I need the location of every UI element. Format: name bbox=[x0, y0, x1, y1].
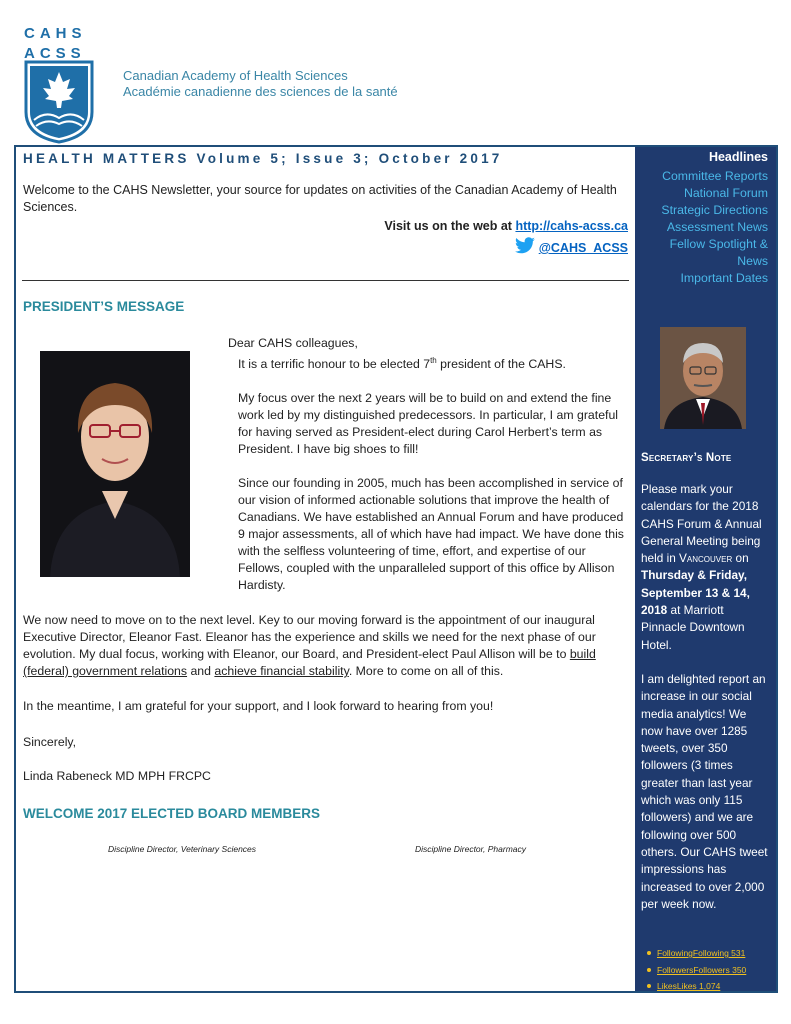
headline-link-news[interactable]: News bbox=[737, 254, 768, 268]
twitter-stat-followers-label: FollowersFollowers 350 bbox=[657, 964, 747, 975]
secretary-note-body bbox=[641, 481, 771, 930]
logo-letters-top: CAHS bbox=[24, 25, 87, 42]
secretary-photo bbox=[660, 327, 746, 429]
letter-paragraph-2: My focus over the next 2 years will be to build on and extend the fine work led by my distinguished predecessors. In particular, I am grateful for having served as President-elect during Carol Herbert’s term as President. I have big shoes to fill! bbox=[238, 391, 619, 457]
headline-link-committee-reports[interactable]: Committee Reports bbox=[662, 169, 768, 183]
para4-and: and bbox=[187, 664, 215, 678]
letter-line1-a: It is a terrific honour to be elected 7 bbox=[238, 357, 431, 372]
twitter-stat-following[interactable] bbox=[647, 945, 746, 962]
divider bbox=[22, 280, 629, 281]
secretary-note-paragraph-1 bbox=[641, 481, 771, 654]
twitter-stat-likes[interactable] bbox=[647, 978, 746, 995]
para4-text-a: We now need to move on to the next level. Key to our moving forward is the appointment of our inaugural Executive Director, Eleanor Fast. Eleanor has the experience and skills we need for the next phase of our evolution. My dual focus, working with Eleanor, our Board, and President-elect Paul Allison will be to bbox=[23, 613, 596, 661]
letter-closing: Sincerely, bbox=[23, 735, 77, 749]
headline-link-important-dates[interactable]: Important Dates bbox=[680, 271, 768, 285]
letter-signature: Linda Rabeneck MD MPH FRCPC bbox=[23, 769, 211, 783]
para4-text-b: . More to come on all of this. bbox=[348, 664, 504, 678]
sec-p1-dates: Thursday & Friday, September 13 & 14, 2018 bbox=[641, 568, 750, 618]
letter-paragraph-4 bbox=[23, 612, 633, 680]
headlines-title: Headlines bbox=[708, 150, 768, 164]
letter-paragraph-3: Since our founding in 2005, much has been accomplished in service of our vision of informed actionable solutions that improve the health of Canadians. We have established an Annual Forum and have produced 9 major assessments, all of which have had impact. We have done this with the selfless volunteering of time, effort, and expertise of our Fellows, coupled with the unparalleled support of this office by Allison Hardisty. bbox=[238, 476, 624, 593]
bullet-icon bbox=[647, 984, 651, 988]
twitter-stat-followers[interactable] bbox=[647, 962, 746, 979]
bullet-icon bbox=[647, 968, 651, 972]
letter-salutation: Dear CAHS colleagues, bbox=[228, 336, 358, 350]
board-item-pharmacy: Discipline Director, Pharmacy bbox=[415, 844, 527, 854]
sidebar bbox=[635, 147, 776, 991]
welcome-text: Welcome to the CAHS Newsletter, your source for updates on activities of the Canadian Academy of Health Sciences. bbox=[23, 183, 617, 214]
letter-opening-line bbox=[228, 352, 628, 373]
board-heading: WELCOME 2017 ELECTED BOARD MEMBERS bbox=[23, 806, 321, 821]
twitter-stat-following-label: FollowingFollowing 531 bbox=[657, 948, 746, 958]
main-content bbox=[18, 147, 634, 991]
visit-web-line bbox=[384, 219, 628, 233]
secretary-note-heading: Secretary’s Note bbox=[641, 452, 732, 464]
para4-underline-1: build (federal) government relations bbox=[23, 647, 596, 678]
president-letter bbox=[228, 335, 628, 611]
president-message-heading: PRESIDENT’S MESSAGE bbox=[23, 299, 185, 314]
headline-link-assessment-news[interactable]: Assessment News bbox=[666, 220, 768, 234]
president-photo bbox=[40, 351, 190, 577]
org-name-english: Canadian Academy of Health Sciences bbox=[123, 68, 348, 83]
twitter-stat-likes-label: LikesLikes 1,074 bbox=[657, 981, 721, 991]
twitter-bird-icon[interactable] bbox=[514, 237, 536, 255]
logo-letters-bottom: ACSS bbox=[24, 45, 86, 62]
letter-line1-b: president of the CAHS. bbox=[436, 357, 566, 372]
org-name-french: Académie canadienne des sciences de la santé bbox=[123, 84, 398, 99]
headlines-list bbox=[661, 168, 768, 287]
website-link[interactable]: http://cahs-acss.ca bbox=[515, 219, 628, 233]
twitter-stats-list bbox=[647, 945, 746, 995]
cahs-logo bbox=[22, 22, 96, 144]
headline-link-fellow-spotlight[interactable]: Fellow Spotlight & bbox=[669, 237, 768, 251]
twitter-row bbox=[514, 237, 628, 255]
issue-title: HEALTH MATTERS Volume 5; Issue 3; October 2017 bbox=[23, 151, 503, 166]
letter-line1-sup: th bbox=[430, 356, 437, 365]
letter-paragraph-5: In the meantime, I am grateful for your support, and I look forward to hearing from you! bbox=[23, 699, 494, 713]
sec-p1-city: Vancouver bbox=[679, 551, 733, 566]
sec-p1-c: at Marriott Pinnacle Downtown Hotel. bbox=[641, 603, 745, 652]
visit-label: Visit us on the web at bbox=[384, 219, 512, 233]
twitter-handle-link[interactable]: @CAHS_ACSS bbox=[538, 241, 628, 255]
para4-underline-2: achieve financial stability bbox=[214, 664, 349, 678]
headline-link-strategic-directions[interactable]: Strategic Directions bbox=[661, 203, 768, 217]
board-item-veterinary: Discipline Director, Veterinary Sciences bbox=[108, 844, 257, 854]
secretary-note-paragraph-2: I am delighted report an increase in our social media analytics! We now have over 1285 tweets, over 350 followers (3 times greater than last year which was only 115 followers) and we are following over 500 others. Our CAHS tweet impressions has increased to over 2,000 per week now. bbox=[641, 671, 768, 911]
headline-link-national-forum[interactable]: National Forum bbox=[683, 186, 768, 200]
sec-p1-b: on bbox=[732, 551, 749, 566]
sec-p1-a: Please mark your calendars for the 2018 CAHS Forum & Annual General Meeting being held in bbox=[641, 482, 762, 566]
bullet-icon bbox=[647, 951, 651, 955]
